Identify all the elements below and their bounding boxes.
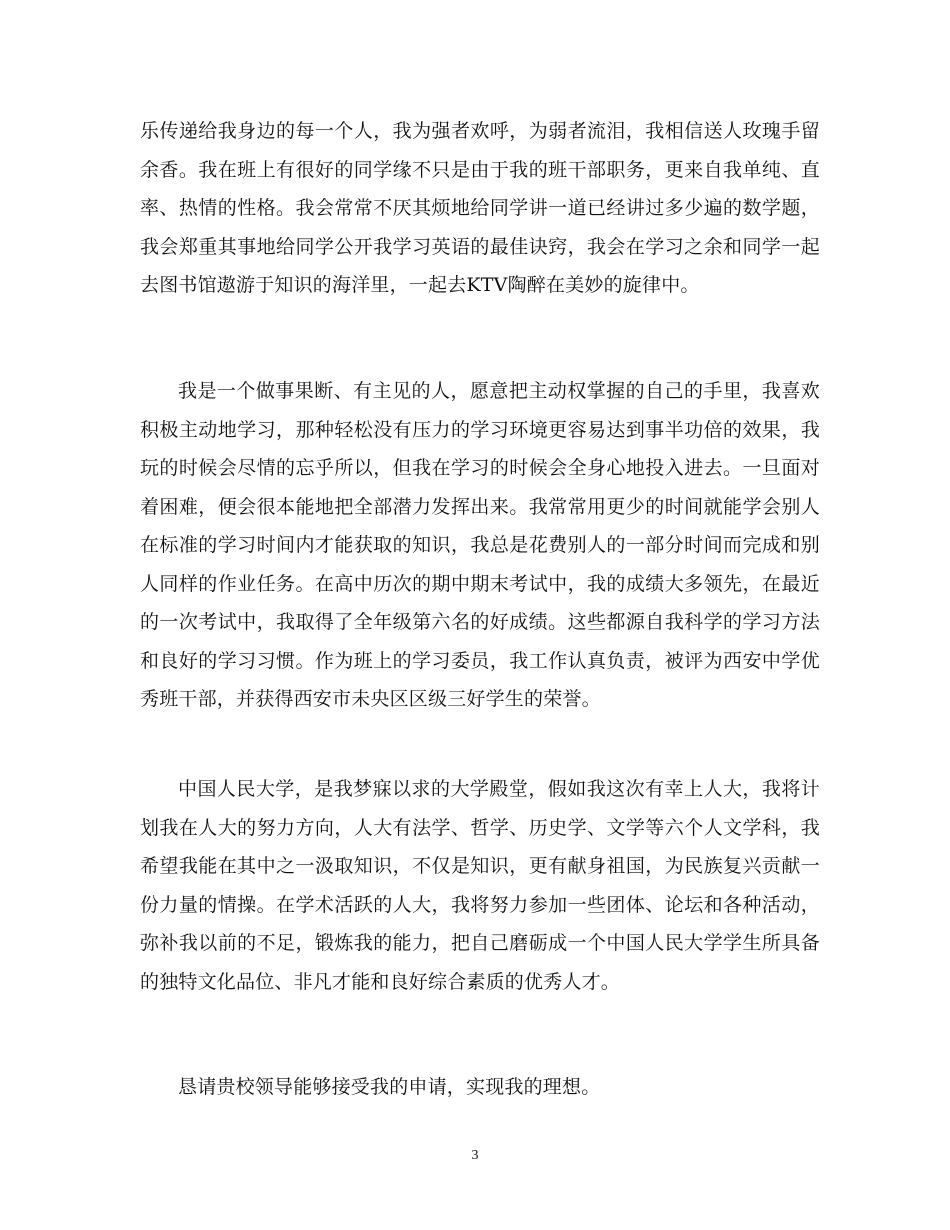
paragraph-continued: 乐传递给我身边的每一个人，我为强者欢呼，为弱者流泪，我相信送人玫瑰手留余香。我在班上有很好的同学缘不只是由于我的班干部职务，更来自我单纯、直率、热情的性格。我会常常不厌其烦地给同学讲一道已经讲过多少遍的数学题，我会郑重其事地给同学公开我学习英语的最佳诀窍，我会在学习之余和同学一起去图书馆遨游于知识的海洋里，一起去KTV陶醉在美妙的旋律中。 [140, 120, 820, 296]
paragraph-closing-request: 恳请贵校领导能够接受我的申请，实现我的理想。 [178, 1076, 601, 1098]
page-number: 3 [471, 1148, 479, 1163]
paragraph-university-plan: 中国人民大学，是我梦寐以求的大学殿堂，假如我这次有幸上人大，我将计划我在人大的努力方向，人大有法学、哲学、历史学、文学等六个人文学科，我希望我能在其中之一汲取知识，不仅是知识，更有献身祖国，为民族复兴贡献一份力量的情操。在学术活跃的人大，我将努力参加一些团体、论坛和各种活动，弥补我以前的不足，锻炼我的能力，把自己磨砺成一个中国人民大学学生所具备的独特文化品位、非凡才能和良好综合素质的优秀人才。 [140, 778, 820, 993]
paragraph-study-habits: 我是一个做事果断、有主见的人，愿意把主动权掌握的自己的手里，我喜欢积极主动地学习，那种轻松没有压力的学习环境更容易达到事半功倍的效果，我玩的时候会尽情的忘乎所以，但我在学习的时候会全身心地投入进去。一旦面对着困难，便会很本能地把全部潜力发挥出来。我常常用更少的时间就能学会别人在标准的学习时间内才能获取的知识，我总是花费别人的一部分时间而完成和别人同样的作业任务。在高中历次的期中期末考试中，我的成绩大多领先，在最近的一次考试中，我取得了全年级第六名的好成绩。这些都源自我科学的学习方法和良好的学习习惯。作为班上的学习委员，我工作认真负责，被评为西安中学优秀班干部，并获得西安市未央区区级三好学生的荣誉。 [140, 380, 820, 710]
